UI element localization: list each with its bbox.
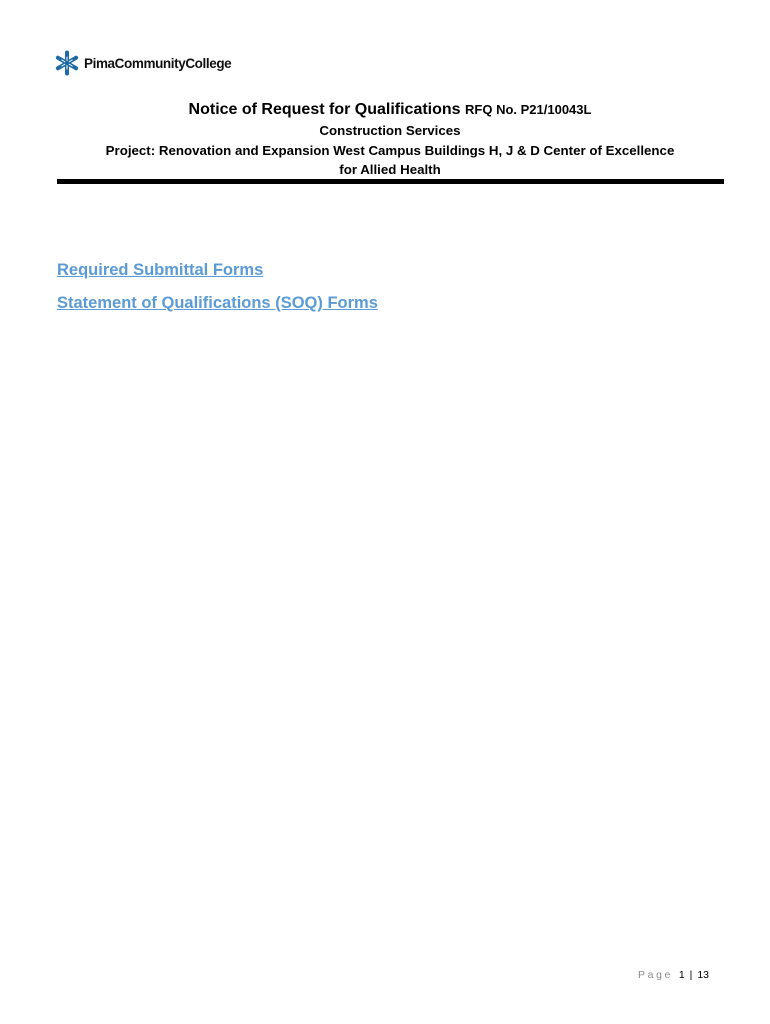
rfq-number: RFQ No. P21/10043L [465, 102, 592, 117]
subtitle: Construction Services [319, 123, 461, 138]
pima-logo-icon [54, 50, 80, 76]
project-line-2: for Allied Health [339, 162, 441, 177]
current-page: 1 [678, 969, 685, 981]
page-separator: | [689, 969, 693, 981]
heading-divider [57, 179, 724, 184]
page-footer [638, 969, 709, 981]
project-line-1: Project: Renovation and Expansion West Campus Buildings H, J & D Center of Excellence [105, 143, 675, 158]
page-title: Notice of Request for Qualifications [188, 101, 461, 118]
college-logo [54, 48, 231, 78]
required-submittal-forms-link[interactable]: Required Submittal Forms [57, 261, 264, 279]
title-line [57, 99, 723, 121]
soq-forms-link[interactable]: Statement of Qualifications (SOQ) Forms [57, 294, 378, 312]
college-name: PimaCommunityCollege [84, 55, 232, 71]
page-label: Page [638, 969, 673, 981]
total-pages: 13 [697, 969, 709, 981]
document-heading [57, 99, 723, 179]
